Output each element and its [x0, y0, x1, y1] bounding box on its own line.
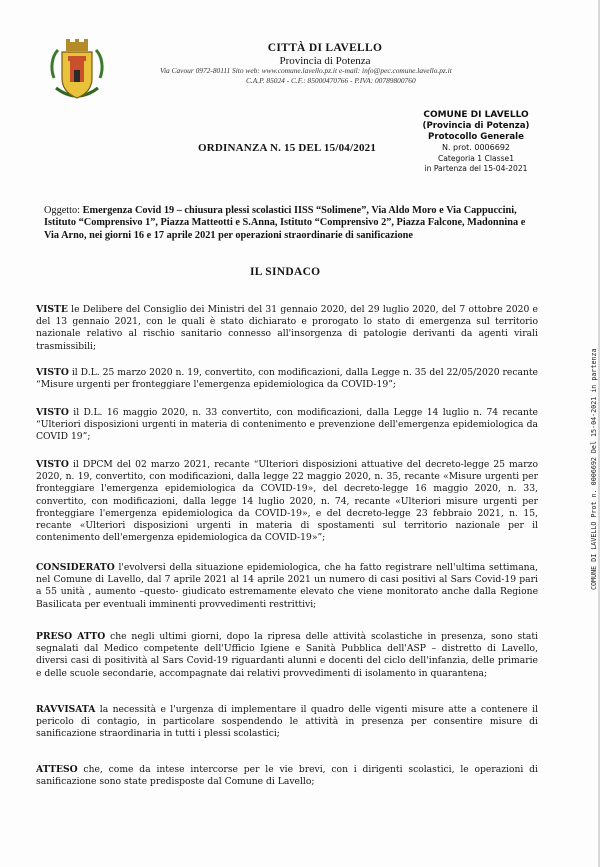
paragraph-keyword: ATTESO	[36, 764, 78, 775]
paragraph-ravvisata	[36, 704, 538, 741]
paragraph-visto-dpcm	[36, 459, 538, 544]
protocol-stamp	[412, 110, 540, 174]
paragraph-visto-dl-19	[36, 367, 538, 391]
subject-text: Emergenza Covid 19 – chiusura plessi scolastici IISS “Solimene”, Via Aldo Moro e Via Cappuccini, Istituto “Comprensivo 1”, Piazza Matteotti e S.Anna, Istituto “Comprensivo 2”, Piazza Falcone, Madonnina e Via Arno, nei giorni 16 e 17 aprile 2021 per operazioni straordinarie di sanificazione	[44, 205, 526, 241]
subject-label: Oggetto:	[44, 205, 81, 216]
stamp-register: Protocollo Generale	[428, 132, 524, 142]
paragraph-keyword: PRESO ATTO	[36, 631, 106, 642]
paragraph-text: che, come da intese intercorse per le vie brevi, con i dirigenti scolastici, le operazioni di sanificazione sono state predisposte dal Comune di Lavello;	[36, 764, 538, 788]
paragraph-considerato	[36, 562, 538, 611]
stamp-date: in Partenza del 15-04-2021	[424, 163, 528, 173]
paragraph-text: la necessità e l'urgenza di implementare il quadro delle vigenti misure atte a contenere il pericolo di contagio, in particolare sospendendo le attività in presenza per consentire misure di sanificazione straordinaria in tutti i plessi scolastici;	[36, 704, 538, 740]
ordinance-title: ORDINANZA N. 15 DEL 15/04/2021	[198, 142, 377, 154]
header-center	[190, 42, 460, 67]
paragraph-text: l'evolversi della situazione epidemiologica, che ha fatto registrare nell'ultima settimana, nel Comune di Lavello, dal 7 aprile 2021 al 14 aprile 2021 un numero di casi positivi al Sars Covid-19 pari a 55 unità , aumento –questo- giudicato estremamente elevato che viene monitorato anche dalla Regione Basilicata per eventuali imminenti provvedimenti restrittivi;	[36, 562, 538, 610]
side-protocol-stamp: COMUNE DI LAVELLO Prot n. 0006692 Del 15-04-2021 in partenza	[590, 348, 598, 590]
paragraph-keyword: VISTO	[36, 407, 69, 418]
paragraph-text: il D.L. 25 marzo 2020 n. 19, convertito, con modificazioni, dalla Legge n. 35 del 22/05/2020 recante “Misure urgenti per fronteggiare l'emergenza epidemiologica da COVID-19”;	[36, 367, 538, 391]
paragraph-keyword: RAVVISATA	[36, 704, 96, 715]
paragraph-text: il DPCM del 02 marzo 2021, recante “Ulteriori disposizioni attuative del decreto-legge 25 marzo 2020, n. 19, convertito, con modificazioni, dalla legge 22 maggio 2020, n. 35, recante «Misure urgenti per fronteggiare l'emergenza epidemiologica da COVID-19», del decreto-legge 16 maggio 2020, n. 33, convertito, con modificazioni, dalla legge 14 luglio 2020, n. 74, recante «Ulteriori misure urgenti per fronteggiare l'emergenza epidemiologica da COVID-19», e del decreto-legge 23 febbraio 2021, n. 15, recante «Ulteriori disposizioni urgenti in materia di spostamenti sul territorio nazionale per il contenimento dell'emergenza epidemiologica da COVID-19»”;	[36, 459, 538, 544]
stamp-prot-number: N. prot. 0006692	[441, 143, 510, 152]
header-contacts	[160, 66, 540, 86]
paragraph-text: il D.L. 16 maggio 2020, n. 33 convertito, con modificazioni, dalla Legge 14 luglio n. 74 recante “Ulteriori disposizioni urgenti in materia di contenimento e prevenzione dell'emergenza epidemiologica da COVID 19”;	[36, 407, 538, 443]
paragraph-keyword: VISTO	[36, 459, 69, 470]
paragraph-atteso	[36, 764, 538, 788]
sindaco-heading: IL SINDACO	[250, 266, 321, 278]
paragraph-keyword: CONSIDERATO	[36, 562, 115, 573]
paragraph-text: le Delibere del Consiglio dei Ministri del 31 gennaio 2020, del 29 luglio 2020, del 7 ottobre 2020 e del 13 gennaio 2021, con le quali è stato dichiarato e prorogato lo stato di emergenza sul territorio nazionale relativo al rischio sanitario connesso all'insorgenza di patologie derivanti da agenti virali trasmissibili;	[36, 304, 538, 352]
municipal-crest-logo	[48, 38, 106, 108]
paragraph-text: che negli ultimi giorni, dopo la ripresa delle attività scolastiche in presenza, sono stati segnalati dal Medico competente dell'Ufficio Igiene e Sanità Pubblica dell'ASP – distretto di Lavello, diversi casi di positività al Sars Covid-19 riguardanti alunni e docenti del ciclo dell'infanzia, delle primarie e delle scuole secondarie, accompagnate dai relativi provvedimenti di isolamento in quarantena;	[36, 631, 538, 679]
city-name: CITTÀ DI LAVELLO	[267, 42, 383, 54]
paragraph-keyword: VISTO	[36, 367, 69, 378]
contacts-line-1: Via Cavour 0972-80111 Sito web: www.comune.lavello.pz.it e-mail: info@pec.comune.lavello.pz.it	[160, 66, 452, 75]
contacts-line-2: C.A.P. 85024 - C.F.: 85000470766 - P.IVA: 00789800760	[246, 76, 416, 85]
stamp-province: (Provincia di Potenza)	[422, 121, 530, 131]
paragraph-visto-dl-33	[36, 407, 538, 444]
stamp-category: Categoria 1 Classe1	[437, 153, 515, 163]
paragraph-keyword: VISTE	[36, 304, 68, 315]
stamp-title: COMUNE DI LAVELLO	[423, 110, 529, 120]
paragraph-viste	[36, 304, 538, 353]
province-name: Provincia di Potenza	[279, 55, 371, 67]
subject-block	[44, 205, 540, 242]
paragraph-preso-atto	[36, 631, 538, 680]
